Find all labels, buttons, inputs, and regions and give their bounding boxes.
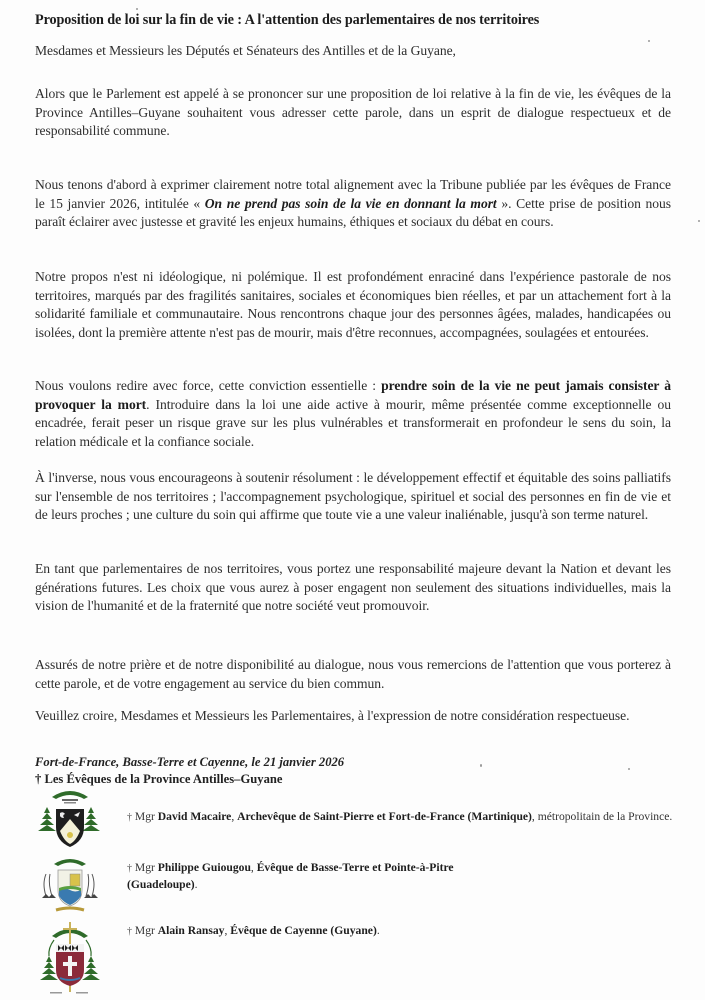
signatory-extra: . [376, 924, 380, 937]
scan-speck [628, 768, 630, 770]
coat-of-arms-guadeloupe-icon [32, 852, 108, 916]
paragraph-closing: Veuillez croire, Mesdames et Messieurs les Parlementaires, à l'expression de notre considération respectueuse. [35, 708, 630, 723]
paragraph-text: ». Cette prise de position nous paraît éclairer avec justesse et gravité les enjeux humains, éthiques et sociaux du débat en cours. [35, 195, 671, 230]
paragraph-thanks: Assurés de notre prière et de notre disponibilité au dialogue, nous vous remercions de l'attention que vous porterez à cette parole, et de votre engagement au service du bien commun. [35, 657, 671, 691]
signatory-prefix: Mgr [134, 924, 155, 937]
signatory-macaire: † Mgr David Macaire, Archevêque de Saint-Pierre et Fort-de-France (Martinique), métropolitain de la Province. [127, 810, 673, 823]
signatory-guiougou: † Mgr Philippe Guiougou, Évêque de Basse-Terre et Pointe-à-Pitre (Guadeloupe). [127, 861, 454, 891]
signatory-name: Alain Ransay [157, 924, 225, 937]
cross-icon: † [127, 812, 132, 823]
scan-speck [480, 764, 482, 767]
scan-speck [648, 40, 650, 42]
paragraph-pastoral: Notre propos n'est ni idéologique, ni polémique. Il est profondément enraciné dans l'expérience pastorale de nos territoires, marqués par des fragilités sanitaires, sociales et économiques bien réelles, et par un attachement fort à la solidarité familiale et communautaire. Nous rencontrons chaque jour des personnes âgées, malades, handicapées ou isolées, dont la première attente n'est pas de mourir, mais d'être reconnues, accompagnées, soulagées et entourées. [35, 269, 671, 341]
tribune-title: On ne prend pas soin de la vie en donnant la mort [204, 195, 497, 211]
signatory-role: Archevêque de Saint-Pierre et Fort-de-France (Martinique) [237, 810, 532, 823]
paragraph-palliative: À l'inverse, nous vous encourageons à soutenir résolument : le développement effectif et équitable des soins palliatifs sur l'ensemble de nos territoires ; l'accompagnement psychologique, spirituel et social des personnes en fin de vie et de leurs proches ; une culture du soin qui affirme que toute vie a une valeur inaliénable, jusqu'à son terme naturel. [35, 470, 671, 523]
signatory-ransay: † Mgr Alain Ransay, Évêque de Cayenne (Guyane). [127, 924, 380, 937]
signatories-heading: † Les Évêques de la Province Antilles–Guyane [35, 772, 283, 786]
salutation: Mesdames et Messieurs les Députés et Sénateurs des Antilles et de la Guyane, [35, 43, 456, 58]
coat-of-arms-martinique-icon [32, 787, 108, 851]
paragraph-text: . Introduire dans la loi une aide active à mourir, même présentée comme exceptionnelle ou encadrée, ferait peser un risque grave sur les plus vulnérables et transformerait en profondeur le sens du soin, la relation médicale et la confiance sociale. [35, 396, 671, 450]
paragraph-intro: Alors que le Parlement est appelé à se prononcer sur une proposition de loi relative à la fin de vie, les évêques de la Province Antilles–Guyane souhaitent vous adresser cette parole, dans un esprit de dialogue respectueux et de responsabilité commune. [35, 86, 671, 139]
paragraph-alignment [35, 176, 671, 232]
signatory-name: David Macaire [157, 810, 232, 823]
cross-icon: † [127, 926, 132, 937]
signatory-prefix: Mgr [134, 861, 155, 874]
signatory-role: Évêque de Cayenne (Guyane) [230, 924, 377, 937]
letter-title: Proposition de loi sur la fin de vie : A l'attention des parlementaires de nos territoires [35, 12, 540, 28]
scan-speck [698, 220, 700, 222]
paragraph-conviction [35, 377, 671, 452]
signatory-region: (Guadeloupe) [127, 877, 195, 891]
paragraph-responsibility: En tant que parlementaires de nos territoires, vous portez une responsabilité majeure devant la Nation et devant les générations futures. Les choix que vous aurez à poser engagent non seulement des situations individuelles, mais la vision de l'humanité et de la fraternité que notre société veut promouvoir. [35, 561, 671, 614]
cross-icon: † [127, 863, 132, 874]
place-date: Fort-de-France, Basse-Terre et Cayenne, le 21 janvier 2026 [35, 755, 345, 769]
signatory-extra: . [194, 877, 198, 891]
signatory-role: Évêque de Basse-Terre et Pointe-à-Pitre [256, 861, 454, 874]
paragraph-text: Nous tenons d'abord à exprimer clairement notre total alignement avec la Tribune publiée par les évêques de France le 15 janvier 2026, intitulée « [35, 177, 671, 211]
conviction-emphasis: prendre soin de la vie ne peut jamais consister à provoquer la mort [35, 378, 671, 412]
signatory-name: Philippe Guiougou [157, 861, 251, 874]
signatory-extra: , métropolitain de la Province. [531, 810, 673, 823]
coat-of-arms-guyane-icon [32, 920, 108, 998]
signatory-prefix: Mgr [134, 810, 155, 823]
scan-speck [136, 8, 138, 10]
paragraph-text: Nous voulons redire avec force, cette conviction essentielle : [35, 378, 382, 393]
